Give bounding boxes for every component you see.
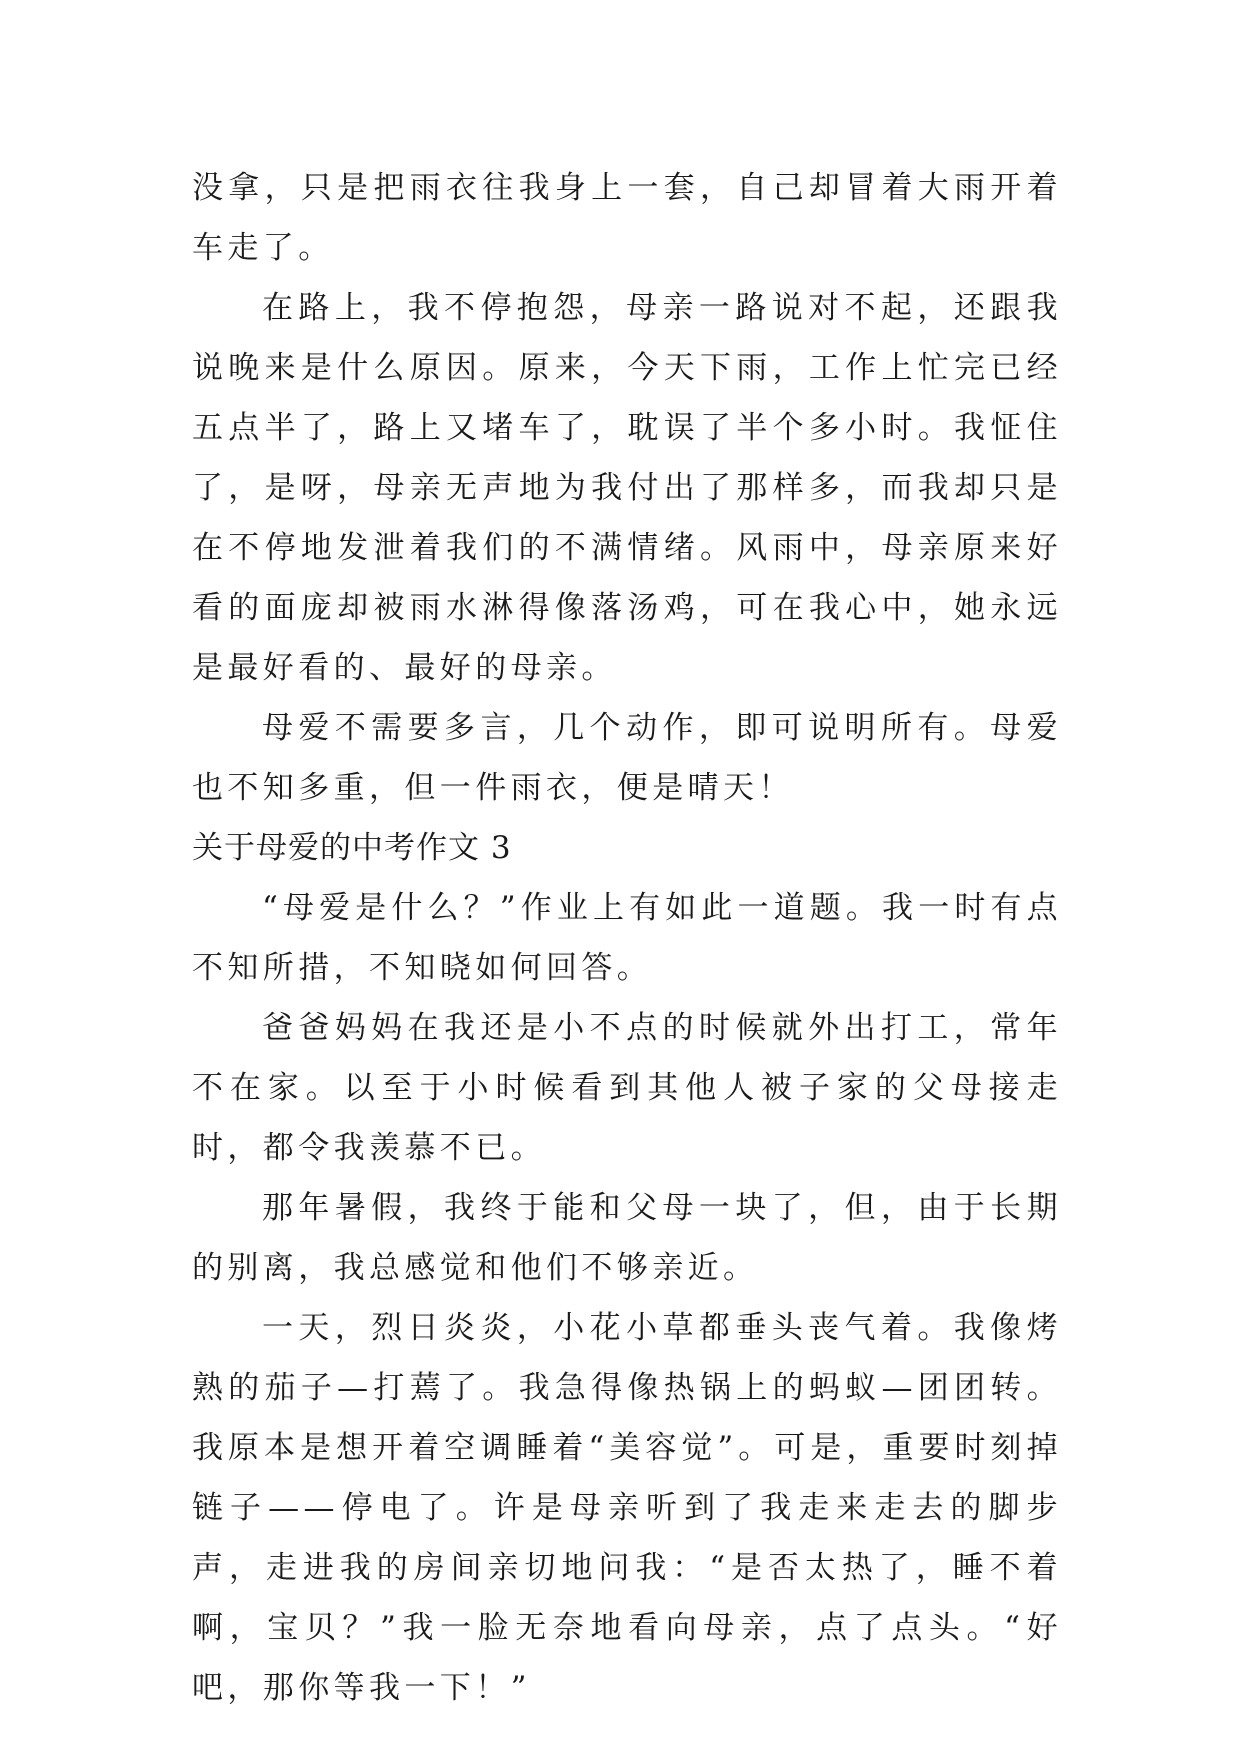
paragraph-2: 在路上，我不停抱怨，母亲一路说对不起，还跟我说晚来是什么原因。原来，今天下雨，工作上忙完已经五点半了，路上又堵车了，耽误了半个多小时。我怔住了，是呀，母亲无声地为我付出了那样多，而我却只是在不停地发泄着我们的不满情绪。风雨中，母亲原来好看的面庞却被雨水淋得像落汤鸡，可在我心中，她永远是最好看的、最好的母亲。	[192, 290, 1062, 686]
section-paragraph-3: 那年暑假，我终于能和父母一块了，但，由于长期的别离，我总感觉和他们不够亲近。	[192, 1190, 1062, 1286]
paragraph-3: 母爱不需要多言，几个动作，即可说明所有。母爱也不知多重，但一件雨衣，便是晴天！	[192, 710, 1062, 806]
section-paragraph-4: 一天，烈日炎炎，小花小草都垂头丧气着。我像烤熟的茄子—打蔫了。我急得像热锅上的蚂蚁—团团转。我原本是想开着空调睡着“美容觉”。可是，重要时刻掉链子——停电了。许是母亲听到了我走来走去的脚步声，走进我的房间亲切地问我：“是否太热了，睡不着啊，宝贝？”我一脸无奈地看向母亲，点了点头。“好吧，那你等我一下！”	[192, 1310, 1062, 1706]
section-paragraph-1: “母爱是什么？”作业上有如此一道题。我一时有点不知所措，不知晓如何回答。	[192, 890, 1062, 986]
document-body	[192, 158, 1062, 1718]
section-paragraph-2: 爸爸妈妈在我还是小不点的时候就外出打工，常年不在家。以至于小时候看到其他人被子家的父母接走时，都令我羡慕不已。	[192, 1010, 1062, 1166]
paragraph-1: 没拿，只是把雨衣往我身上一套，自己却冒着大雨开着车走了。	[192, 170, 1062, 266]
section-title: 关于母爱的中考作文 3	[192, 830, 512, 866]
